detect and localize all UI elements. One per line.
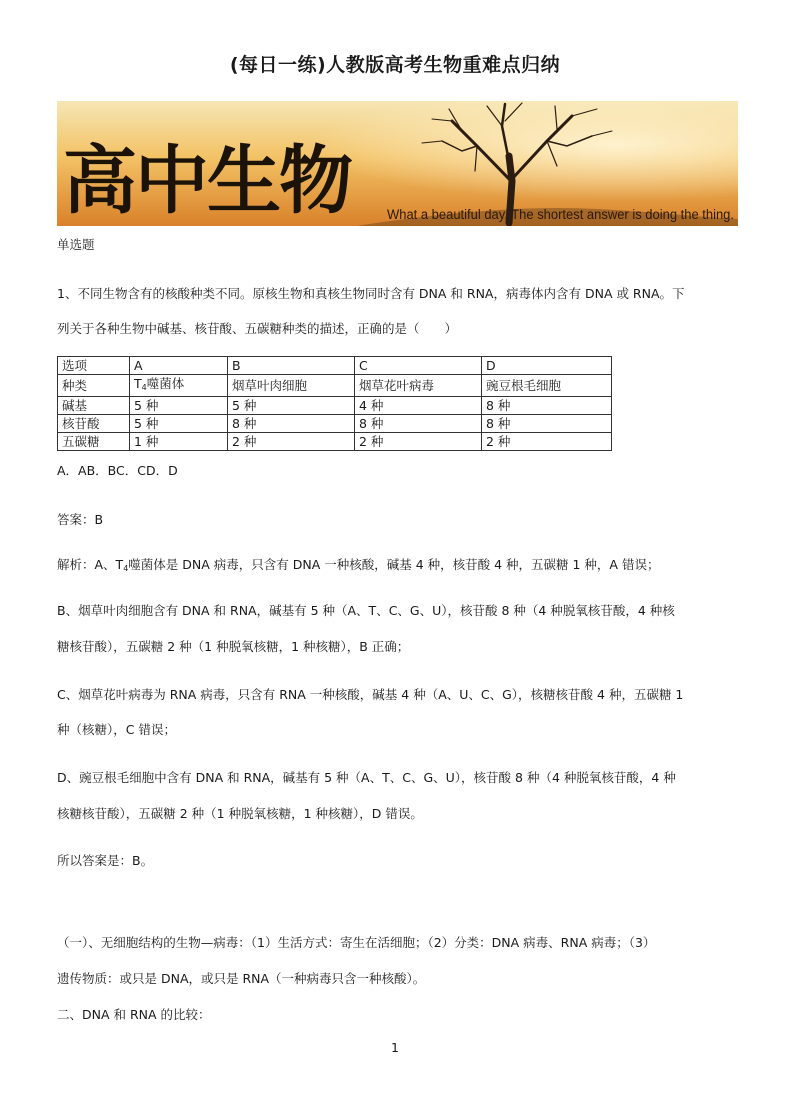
table-cell: 碱基 — [58, 397, 130, 415]
table-cell: 4 种 — [355, 397, 482, 415]
analysis-c-line1: C、烟草花叶病毒为 RNA 病毒，只含有 RNA 一种核酸，碱基 4 种（A、U、C、G），核糖核苷酸 4 种，五碳糖 1 — [57, 687, 684, 702]
notes-virus-line1: （一）、无细胞结构的生物—病毒：（1）生活方式：寄生在活细胞；（2）分类：DNA 病毒、RNA 病毒；（3） — [57, 935, 656, 950]
banner-caption: What a beautiful day. The shortest answer is doing the thing. — [387, 207, 734, 222]
analysis-d-line2: 核糖核苷酸），五碳糖 2 种（1 种脱氧核糖，1 种核糖），D 错误。 — [57, 806, 423, 821]
table-cell: 8 种 — [482, 415, 612, 433]
table-cell: 种类 — [58, 375, 130, 397]
table-cell: 8 种 — [228, 415, 355, 433]
table-cell: 5 种 — [228, 397, 355, 415]
analysis-conclusion: 所以答案是：B。 — [57, 853, 154, 868]
table-cell: $T_4$噬菌体 — [130, 375, 228, 397]
analysis-b-line2: 糖核苷酸），五碳糖 2 种（1 种脱氧核糖，1 种核糖），B 正确； — [57, 639, 410, 654]
page-number: 1 — [391, 1040, 399, 1055]
question-text-line1: 1、不同生物含有的核酸种类不同。原核生物和真核生物同时含有 DNA 和 RNA，病毒体内含有 DNA 或 RNA。下 — [57, 286, 685, 301]
analysis-b-line1: B、烟草叶肉细胞含有 DNA 和 RNA，碱基有 5 种（A、T、C、G、U），核苷酸 8 种（4 种脱氧核苷酸，4 种核 — [57, 603, 675, 618]
table-cell: 5 种 — [130, 415, 228, 433]
question-text-line2: 列关于各种生物中碱基、核苷酸、五碳糖种类的描述，正确的是（ ） — [57, 321, 458, 336]
table-cell: 核苷酸 — [58, 415, 130, 433]
answer-choices: A．AB．BC．CD．D — [57, 463, 178, 478]
table-cell: 2 种 — [482, 433, 612, 451]
table-cell: 五碳糖 — [58, 433, 130, 451]
table-header-cell: A — [130, 357, 228, 375]
table-header-cell: D — [482, 357, 612, 375]
table-cell: 2 种 — [228, 433, 355, 451]
table-cell: 8 种 — [355, 415, 482, 433]
table-header-cell: 选项 — [58, 357, 130, 375]
table-row — [58, 433, 612, 451]
table-row — [58, 397, 612, 415]
notes-compare-heading: 二、DNA 和 RNA 的比较： — [57, 1007, 211, 1022]
table-cell: 豌豆根毛细胞 — [482, 375, 612, 397]
options-table — [57, 356, 612, 451]
table-cell: 烟草叶肉细胞 — [228, 375, 355, 397]
table-header-cell: C — [355, 357, 482, 375]
table-cell: 2 种 — [355, 433, 482, 451]
table-cell: 8 种 — [482, 397, 612, 415]
analysis-d-line1: D、豌豆根毛细胞中含有 DNA 和 RNA，碱基有 5 种（A、T、C、G、U），核苷酸 8 种（4 种脱氧核苷酸，4 种 — [57, 770, 676, 785]
table-row — [58, 415, 612, 433]
table-row — [58, 375, 612, 397]
table-header-cell: B — [228, 357, 355, 375]
table-cell: 5 种 — [130, 397, 228, 415]
banner-image — [57, 101, 738, 226]
notes-virus-line2: 遗传物质：或只是 DNA，或只是 RNA（一种病毒只含一种核酸）。 — [57, 971, 426, 986]
table-cell: 烟草花叶病毒 — [355, 375, 482, 397]
banner-heading: 高中生物 — [63, 138, 351, 224]
answer-text: 答案：B — [57, 512, 104, 527]
table-cell: 1 种 — [130, 433, 228, 451]
analysis-c-line2: 种（核糖），C 错误； — [57, 722, 176, 737]
document-title: (每日一练)人教版高考生物重难点归纳 — [229, 54, 561, 76]
section-label: 单选题 — [57, 237, 95, 252]
table-header-row — [58, 357, 612, 375]
analysis-a: 解析：A、$T_4$噬菌体是 DNA 病毒，只含有 DNA 一种核酸，碱基 4 种，核苷酸 4 种，五碳糖 1 种，A 错误； — [57, 557, 660, 573]
